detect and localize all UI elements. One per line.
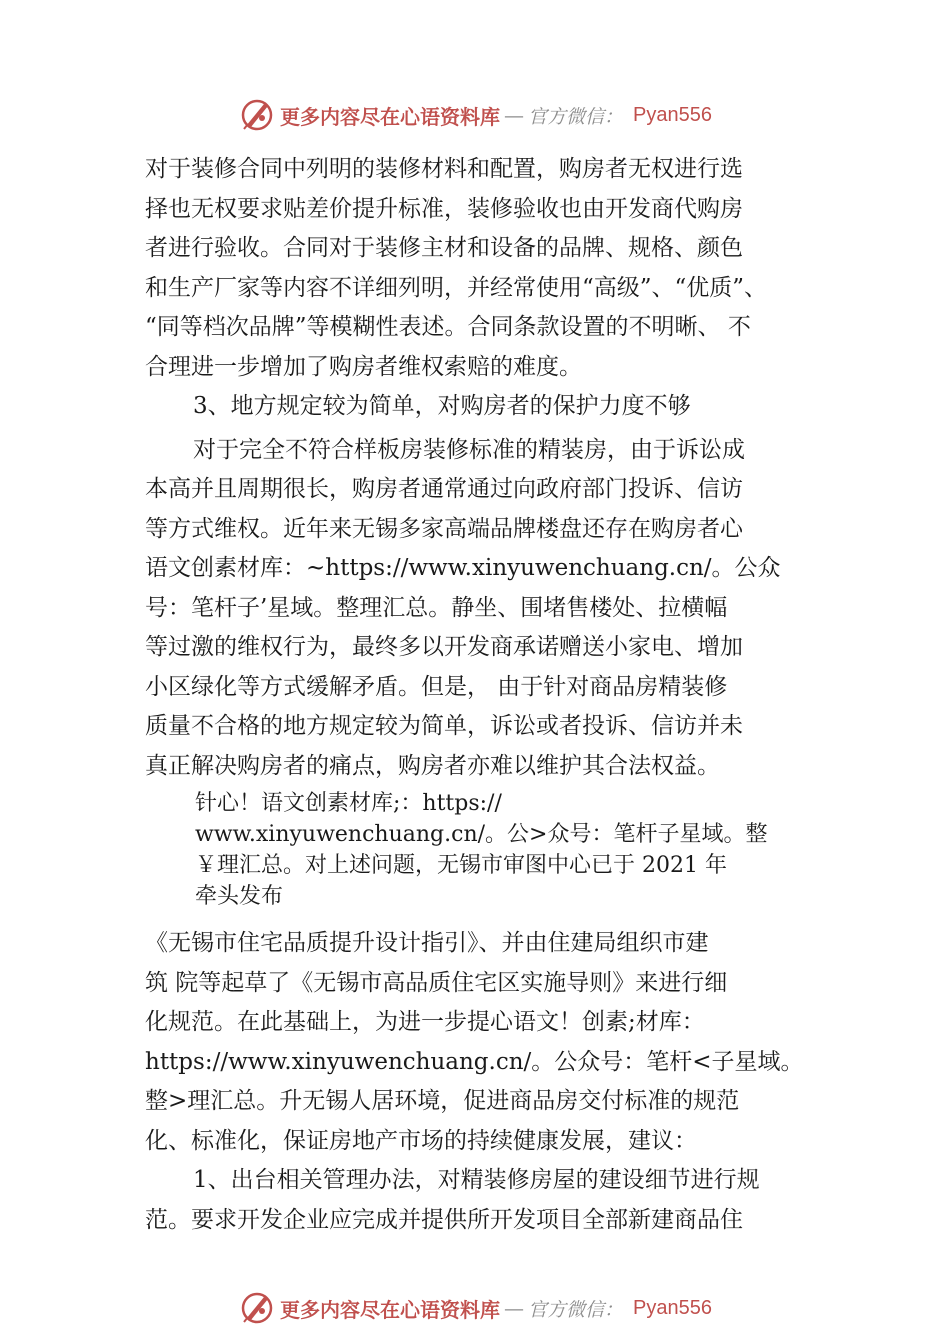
text-line: 范。要求开发企业应完成并提供所开发项目全部新建商品住 [145, 1206, 743, 1233]
text-line: 真正解决购房者的痛点，购房者亦难以维护其合法权益。 [145, 752, 720, 779]
text-line: 本高并且周期很长，购房者通常通过向政府部门投诉、信访 [145, 476, 743, 502]
section-heading-3: 3、地方规定较为简单，对购房者的保护力度不够 [193, 393, 691, 419]
paragraph-4 [145, 1161, 825, 1240]
text-line: 等过激的维权行为，最终多以开发商承诺赠送小家电、增加 [145, 634, 743, 660]
quill-logo-icon [238, 96, 276, 134]
banner-handle: Pyan556 [633, 1296, 712, 1319]
document-body [145, 150, 825, 1240]
text-line: ￥理汇总。对上述问题，无锡市审图中心已于 2021 年 [195, 853, 727, 878]
text-line: 者进行验收。合同对于装修主材和设备的品牌、规格、颜色 [145, 235, 743, 261]
quill-logo-icon [238, 1289, 276, 1327]
banner-title: 更多内容尽在心语资料库 [280, 1297, 500, 1322]
footer-banner [0, 1288, 950, 1328]
paragraph-1 [145, 150, 825, 387]
text-line: 化规范。在此基础上，为进一步提心语文！创素;材库： [145, 1009, 705, 1035]
text-line: 择也无权要求贴差价提升标准，装修验收也由开发商代购房 [145, 195, 743, 222]
text-line: 《无锡市住宅品质提升设计指引》、并由住建局组织市建 [145, 930, 709, 956]
text-line: 质量不合格的地方规定较为简单，诉讼或者投诉、信访并未 [145, 713, 743, 739]
banner-handle: Pyan556 [633, 103, 712, 126]
text-line: 对于装修合同中列明的装修材料和配置，购房者无权进行选 [145, 156, 743, 182]
text-line: 针心！语文创素材库;：https:// [195, 791, 502, 816]
text-line: 1、出台相关管理办法，对精装修房屋的建设细节进行规 [193, 1167, 760, 1193]
text-line: 牵头发布 [195, 884, 284, 909]
banner-separator: — [504, 1296, 524, 1320]
text-line: 等方式维权。近年来无锡多家高端品牌楼盘还存在购房者心 [145, 515, 743, 542]
text-line: 小区绿化等方式缓解矛盾。但是， 由于针对商品房精装修 [145, 673, 728, 700]
text-line: 筑 院等起草了《无锡市高品质住宅区实施导则》来进行细 [145, 969, 728, 996]
text-line: 对于完全不符合样板房装修标准的精装房，由于诉讼成 [193, 436, 745, 463]
text-line: 合理进一步增加了购房者维权索赔的难度。 [145, 353, 582, 380]
text-line: https://www.xinyuwenchuang.cn/。公众号：笔杆<子星域。 [145, 1048, 804, 1075]
text-line: 号：笔杆子’星域。整理汇总。静坐、围堵售楼处、拉横幅 [145, 594, 728, 621]
text-line: 化、标准化，保证房地产市场的持续健康发展，建议： [145, 1127, 697, 1154]
text-line: “同等档次品牌”等模糊性表述。合同条款设置的不明晰、 不 [145, 314, 751, 340]
paragraph-2 [145, 431, 825, 787]
banner-title: 更多内容尽在心语资料库 [280, 104, 500, 129]
text-line: 和生产厂家等内容不详细列明，并经常使用“高级”、“优质”、 [145, 274, 768, 301]
watermark-quote-block [145, 788, 825, 912]
paragraph-3 [145, 924, 825, 1161]
banner-wechat-label: 官方微信： [528, 1298, 624, 1321]
banner-separator: — [504, 103, 524, 127]
header-banner [0, 95, 950, 135]
text-line: 整>理汇总。升无锡人居环境，促进商品房交付标准的规范 [145, 1088, 740, 1114]
text-line: www.xinyuwenchuang.cn/。公>众号：笔杆子星域。整 [195, 822, 768, 847]
text-line: 语文创素材库：~https://www.xinyuwenchuang.cn/。公众 [145, 555, 781, 581]
banner-wechat-label: 官方微信： [528, 105, 624, 128]
